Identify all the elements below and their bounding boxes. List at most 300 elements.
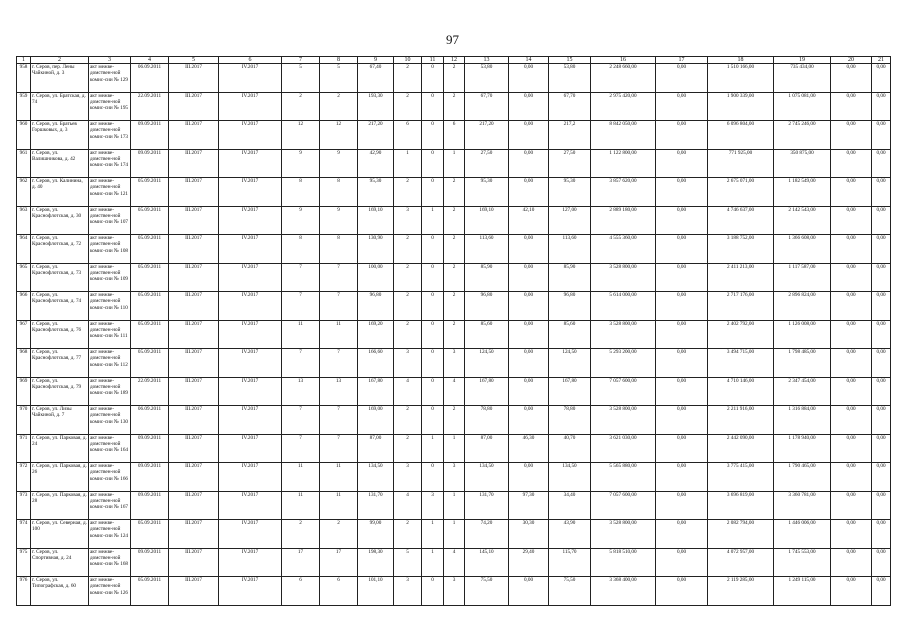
amount-4-cell: 1 366 608,00 xyxy=(774,235,831,264)
amount-3-cell: 3 494 715,00 xyxy=(708,349,774,378)
table-row xyxy=(17,491,891,520)
amount-5-cell: 0,00 xyxy=(831,64,872,93)
count-b-cell: 7 xyxy=(320,349,358,378)
rooms-total-cell: 2 xyxy=(394,235,422,264)
table-row xyxy=(17,263,891,292)
amount-5-cell: 0,00 xyxy=(831,263,872,292)
amount-5-cell: 0,00 xyxy=(831,434,872,463)
amount-3-cell: 2 411 213,00 xyxy=(708,263,774,292)
end-quarter-cell: IV.2017 xyxy=(219,92,282,121)
rooms-b-cell: 4 xyxy=(444,548,465,577)
table-row xyxy=(17,92,891,121)
amount-total-cell: 3 621 030,00 xyxy=(591,434,656,463)
amount-4-cell: 1 075 081,00 xyxy=(774,92,831,121)
amount-6-cell: 0,00 xyxy=(872,548,891,577)
column-number: 14 xyxy=(509,57,549,64)
column-number: 13 xyxy=(465,57,509,64)
amount-2-cell: 0,00 xyxy=(656,406,708,435)
start-quarter-cell: III.2017 xyxy=(169,206,219,235)
area-2-cell: 134,50 xyxy=(465,463,509,492)
amount-6-cell: 0,00 xyxy=(872,263,891,292)
column-number: 11 xyxy=(422,57,444,64)
amount-4-cell: 2 142 543,00 xyxy=(774,206,831,235)
amount-6-cell: 0,00 xyxy=(872,491,891,520)
column-number: 4 xyxy=(131,57,169,64)
rooms-a-cell: 0 xyxy=(422,64,444,93)
rooms-b-cell: 3 xyxy=(444,349,465,378)
end-quarter-cell: IV.2017 xyxy=(219,491,282,520)
amount-4-cell: 735 434,00 xyxy=(774,64,831,93)
amount-5-cell: 0,00 xyxy=(831,406,872,435)
amount-total-cell: 1 122 800,00 xyxy=(591,149,656,178)
amount-4-cell: 1 117 587,00 xyxy=(774,263,831,292)
start-quarter-cell: III.2017 xyxy=(169,263,219,292)
table-row xyxy=(17,320,891,349)
area-total-cell: 166,60 xyxy=(358,349,394,378)
count-a-cell: 12 xyxy=(282,121,320,150)
amount-6-cell: 0,00 xyxy=(872,377,891,406)
amount-2-cell: 0,00 xyxy=(656,434,708,463)
amount-6-cell: 0,00 xyxy=(872,235,891,264)
area-4-cell: 96,80 xyxy=(549,292,591,321)
start-quarter-cell: III.2017 xyxy=(169,292,219,321)
count-a-cell: 11 xyxy=(282,320,320,349)
area-3-cell: 0,00 xyxy=(509,263,549,292)
amount-4-cell: 2 896 824,00 xyxy=(774,292,831,321)
count-b-cell: 17 xyxy=(320,548,358,577)
area-4-cell: 78,80 xyxy=(549,406,591,435)
rooms-total-cell: 3 xyxy=(394,349,422,378)
area-total-cell: 198,30 xyxy=(358,548,394,577)
row-number-cell: 966 xyxy=(17,292,31,321)
rooms-a-cell: 0 xyxy=(422,178,444,207)
amount-4-cell: 1 745 553,00 xyxy=(774,548,831,577)
rooms-a-cell: 0 xyxy=(422,92,444,121)
column-number: 2 xyxy=(31,57,89,64)
area-2-cell: 131,70 xyxy=(465,491,509,520)
area-3-cell: 42,10 xyxy=(509,206,549,235)
table-row xyxy=(17,149,891,178)
rooms-a-cell: 0 xyxy=(422,406,444,435)
area-total-cell: 169,10 xyxy=(358,206,394,235)
address-cell: г. Серов, ул. Лизы Чайкиной, д. 7 xyxy=(31,406,89,435)
document-cell: акт межве-домствен-ной комис-сии № 129 xyxy=(89,64,131,93)
rooms-b-cell: 4 xyxy=(444,377,465,406)
rooms-a-cell: 0 xyxy=(422,320,444,349)
rooms-total-cell: 2 xyxy=(394,292,422,321)
amount-3-cell: 4 072 957,00 xyxy=(708,548,774,577)
address-cell: г. Серов, ул. Братьев Горшковых, д. 3 xyxy=(31,121,89,150)
amount-4-cell: 1 178 940,00 xyxy=(774,434,831,463)
address-cell: г. Серов, ул. Спортивная, д. 24 xyxy=(31,548,89,577)
count-a-cell: 2 xyxy=(282,520,320,549)
end-quarter-cell: IV.2017 xyxy=(219,121,282,150)
area-4-cell: 124,50 xyxy=(549,349,591,378)
amount-6-cell: 0,00 xyxy=(872,206,891,235)
rooms-total-cell: 5 xyxy=(394,548,422,577)
rooms-total-cell: 4 xyxy=(394,491,422,520)
rooms-a-cell: 1 xyxy=(422,206,444,235)
rooms-a-cell: 0 xyxy=(422,377,444,406)
start-quarter-cell: III.2017 xyxy=(169,377,219,406)
amount-total-cell: 5 818 510,00 xyxy=(591,548,656,577)
rooms-a-cell: 3 xyxy=(422,491,444,520)
amount-6-cell: 0,00 xyxy=(872,292,891,321)
area-4-cell: 85,90 xyxy=(549,263,591,292)
amount-2-cell: 0,00 xyxy=(656,64,708,93)
row-number-cell: 958 xyxy=(17,64,31,93)
count-a-cell: 7 xyxy=(282,292,320,321)
area-total-cell: 87,00 xyxy=(358,434,394,463)
count-a-cell: 7 xyxy=(282,406,320,435)
amount-2-cell: 0,00 xyxy=(656,349,708,378)
start-quarter-cell: III.2017 xyxy=(169,178,219,207)
amount-total-cell: 5 614 000,00 xyxy=(591,292,656,321)
area-total-cell: 130,90 xyxy=(358,235,394,264)
area-2-cell: 27,50 xyxy=(465,149,509,178)
amount-5-cell: 0,00 xyxy=(831,92,872,121)
rooms-a-cell: 0 xyxy=(422,577,444,606)
start-quarter-cell: III.2017 xyxy=(169,406,219,435)
column-number: 20 xyxy=(831,57,872,64)
date-cell: 06.09.2011 xyxy=(131,406,169,435)
area-total-cell: 169,00 xyxy=(358,406,394,435)
date-cell: 05.09.2011 xyxy=(131,206,169,235)
area-3-cell: 0,00 xyxy=(509,349,549,378)
count-b-cell: 8 xyxy=(320,235,358,264)
date-cell: 09.09.2011 xyxy=(131,463,169,492)
amount-6-cell: 0,00 xyxy=(872,349,891,378)
amount-2-cell: 0,00 xyxy=(656,320,708,349)
document-cell: акт межве-домствен-ной комис-сии № 121 xyxy=(89,178,131,207)
document-cell: акт межве-домствен-ной комис-сии № 124 xyxy=(89,520,131,549)
rooms-total-cell: 4 xyxy=(394,377,422,406)
amount-5-cell: 0,00 xyxy=(831,548,872,577)
area-3-cell: 0,00 xyxy=(509,292,549,321)
area-4-cell: 115,70 xyxy=(549,548,591,577)
date-cell: 09.09.2011 xyxy=(131,434,169,463)
area-3-cell: 97,30 xyxy=(509,491,549,520)
document-cell: акт межве-домствен-ной комис-сии № 168 xyxy=(89,548,131,577)
count-b-cell: 7 xyxy=(320,434,358,463)
area-4-cell: 217,2 xyxy=(549,121,591,150)
amount-3-cell: 2 211 916,00 xyxy=(708,406,774,435)
rooms-b-cell: 2 xyxy=(444,406,465,435)
area-2-cell: 124,50 xyxy=(465,349,509,378)
amount-total-cell: 3 528 800,00 xyxy=(591,406,656,435)
rooms-total-cell: 2 xyxy=(394,92,422,121)
end-quarter-cell: IV.2017 xyxy=(219,577,282,606)
amount-4-cell: 3 360 781,00 xyxy=(774,491,831,520)
count-b-cell: 7 xyxy=(320,292,358,321)
area-total-cell: 131,70 xyxy=(358,491,394,520)
table-row xyxy=(17,178,891,207)
area-4-cell: 85,60 xyxy=(549,320,591,349)
area-2-cell: 167,80 xyxy=(465,377,509,406)
table-row xyxy=(17,463,891,492)
address-cell: г. Серов, ул. Калинина, д. 40 xyxy=(31,178,89,207)
count-b-cell: 9 xyxy=(320,149,358,178)
count-a-cell: 11 xyxy=(282,491,320,520)
row-number-cell: 963 xyxy=(17,206,31,235)
date-cell: 05.09.2011 xyxy=(131,263,169,292)
amount-5-cell: 0,00 xyxy=(831,292,872,321)
area-4-cell: 167,80 xyxy=(549,377,591,406)
rooms-total-cell: 2 xyxy=(394,178,422,207)
amount-2-cell: 0,00 xyxy=(656,263,708,292)
amount-5-cell: 0,00 xyxy=(831,235,872,264)
column-number: 17 xyxy=(656,57,708,64)
table-row xyxy=(17,206,891,235)
column-number-header xyxy=(17,57,891,64)
amount-5-cell: 0,00 xyxy=(831,349,872,378)
rooms-a-cell: 0 xyxy=(422,149,444,178)
area-4-cell: 43,90 xyxy=(549,520,591,549)
amount-total-cell: 5 293 200,00 xyxy=(591,349,656,378)
rooms-b-cell: 2 xyxy=(444,92,465,121)
rooms-total-cell: 3 xyxy=(394,206,422,235)
amount-total-cell: 3 857 620,00 xyxy=(591,178,656,207)
amount-4-cell: 1 249 115,00 xyxy=(774,577,831,606)
row-number-cell: 976 xyxy=(17,577,31,606)
area-4-cell: 95,30 xyxy=(549,178,591,207)
area-2-cell: 74,20 xyxy=(465,520,509,549)
area-3-cell: 30,30 xyxy=(509,520,549,549)
rooms-total-cell: 6 xyxy=(394,121,422,150)
area-4-cell: 34,40 xyxy=(549,491,591,520)
amount-3-cell: 3 696 819,00 xyxy=(708,491,774,520)
amount-6-cell: 0,00 xyxy=(872,406,891,435)
area-total-cell: 100,00 xyxy=(358,263,394,292)
count-a-cell: 7 xyxy=(282,349,320,378)
column-number: 15 xyxy=(549,57,591,64)
start-quarter-cell: III.2017 xyxy=(169,64,219,93)
document-cell: акт межве-домствен-ной комис-сии № 126 xyxy=(89,577,131,606)
amount-2-cell: 0,00 xyxy=(656,491,708,520)
table-row xyxy=(17,577,891,606)
area-2-cell: 87,00 xyxy=(465,434,509,463)
area-4-cell: 127,00 xyxy=(549,206,591,235)
area-3-cell: 0,00 xyxy=(509,149,549,178)
amount-5-cell: 0,00 xyxy=(831,149,872,178)
housing-table xyxy=(16,56,891,606)
amount-2-cell: 0,00 xyxy=(656,178,708,207)
column-number: 10 xyxy=(394,57,422,64)
start-quarter-cell: III.2017 xyxy=(169,434,219,463)
end-quarter-cell: IV.2017 xyxy=(219,64,282,93)
rooms-total-cell: 2 xyxy=(394,406,422,435)
table-row xyxy=(17,121,891,150)
rooms-a-cell: 0 xyxy=(422,463,444,492)
amount-3-cell: 2 082 794,00 xyxy=(708,520,774,549)
document-cell: акт межве-домствен-ной комис-сии № 164 xyxy=(89,434,131,463)
area-total-cell: 169,20 xyxy=(358,320,394,349)
amount-2-cell: 0,00 xyxy=(656,235,708,264)
count-a-cell: 2 xyxy=(282,92,320,121)
column-number: 1 xyxy=(17,57,31,64)
address-cell: г. Серов, ул. Краснофлотская, д. 74 xyxy=(31,292,89,321)
count-a-cell: 5 xyxy=(282,64,320,93)
rooms-b-cell: 3 xyxy=(444,463,465,492)
amount-3-cell: 2 675 071,00 xyxy=(708,178,774,207)
amount-3-cell: 2 442 090,00 xyxy=(708,434,774,463)
amount-2-cell: 0,00 xyxy=(656,377,708,406)
rooms-a-cell: 0 xyxy=(422,292,444,321)
count-b-cell: 6 xyxy=(320,577,358,606)
area-2-cell: 169,10 xyxy=(465,206,509,235)
start-quarter-cell: III.2017 xyxy=(169,349,219,378)
date-cell: 05.09.2011 xyxy=(131,520,169,549)
address-cell: г. Серов, ул. Краснофлотская, д. 77 xyxy=(31,349,89,378)
document-cell: акт межве-домствен-ной комис-сии № 189 xyxy=(89,377,131,406)
rooms-total-cell: 1 xyxy=(394,149,422,178)
amount-4-cell: 1 446 006,00 xyxy=(774,520,831,549)
area-2-cell: 67,70 xyxy=(465,92,509,121)
amount-5-cell: 0,00 xyxy=(831,463,872,492)
rooms-b-cell: 6 xyxy=(444,121,465,150)
amount-total-cell: 2 248 660,00 xyxy=(591,64,656,93)
area-3-cell: 0,00 xyxy=(509,406,549,435)
start-quarter-cell: III.2017 xyxy=(169,121,219,150)
area-3-cell: 0,00 xyxy=(509,121,549,150)
area-3-cell: 29,40 xyxy=(509,548,549,577)
area-3-cell: 0,00 xyxy=(509,92,549,121)
address-cell: г. Серов, ул. Парковая, д. 28 xyxy=(31,491,89,520)
column-number: 3 xyxy=(89,57,131,64)
table-row xyxy=(17,434,891,463)
rooms-b-cell: 2 xyxy=(444,320,465,349)
area-total-cell: 96,80 xyxy=(358,292,394,321)
address-cell: г. Серов, ул. Типографская, д. 60 xyxy=(31,577,89,606)
address-cell: г. Серов, ул. Северная, д. 100 xyxy=(31,520,89,549)
address-cell: г. Серов, ул. Краснофлотская, д. 76 xyxy=(31,320,89,349)
end-quarter-cell: IV.2017 xyxy=(219,263,282,292)
amount-2-cell: 0,00 xyxy=(656,577,708,606)
end-quarter-cell: IV.2017 xyxy=(219,520,282,549)
rooms-b-cell: 1 xyxy=(444,149,465,178)
date-cell: 22.09.2011 xyxy=(131,92,169,121)
document-cell: акт межве-домствен-ной комис-сии № 111 xyxy=(89,320,131,349)
amount-2-cell: 0,00 xyxy=(656,149,708,178)
amount-3-cell: 2 119 285,00 xyxy=(708,577,774,606)
document-cell: акт межве-домствен-ной комис-сии № 173 xyxy=(89,121,131,150)
amount-2-cell: 0,00 xyxy=(656,92,708,121)
amount-2-cell: 0,00 xyxy=(656,520,708,549)
amount-5-cell: 0,00 xyxy=(831,520,872,549)
rooms-b-cell: 1 xyxy=(444,520,465,549)
amount-total-cell: 3 528 800,00 xyxy=(591,320,656,349)
row-number-cell: 968 xyxy=(17,349,31,378)
rooms-total-cell: 2 xyxy=(394,320,422,349)
date-cell: 05.09.2011 xyxy=(131,349,169,378)
address-cell: г. Серов, ул. Братская, д. 74 xyxy=(31,92,89,121)
area-total-cell: 99,00 xyxy=(358,520,394,549)
area-3-cell: 0,00 xyxy=(509,178,549,207)
amount-total-cell: 4 555 360,00 xyxy=(591,235,656,264)
rooms-total-cell: 2 xyxy=(394,64,422,93)
area-3-cell: 0,00 xyxy=(509,377,549,406)
area-4-cell: 134,50 xyxy=(549,463,591,492)
row-number-cell: 960 xyxy=(17,121,31,150)
amount-6-cell: 0,00 xyxy=(872,178,891,207)
column-number: 16 xyxy=(591,57,656,64)
rooms-a-cell: 0 xyxy=(422,349,444,378)
rooms-b-cell: 2 xyxy=(444,292,465,321)
rooms-total-cell: 2 xyxy=(394,263,422,292)
count-a-cell: 11 xyxy=(282,463,320,492)
amount-3-cell: 771 925,00 xyxy=(708,149,774,178)
amount-3-cell: 2 402 792,00 xyxy=(708,320,774,349)
amount-3-cell: 3 188 752,00 xyxy=(708,235,774,264)
count-a-cell: 13 xyxy=(282,377,320,406)
count-b-cell: 8 xyxy=(320,178,358,207)
amount-5-cell: 0,00 xyxy=(831,491,872,520)
end-quarter-cell: IV.2017 xyxy=(219,178,282,207)
address-cell: г. Серов, ул. Парковая, д. 26 xyxy=(31,463,89,492)
table-row xyxy=(17,349,891,378)
rooms-a-cell: 1 xyxy=(422,548,444,577)
date-cell: 05.09.2011 xyxy=(131,320,169,349)
end-quarter-cell: IV.2017 xyxy=(219,320,282,349)
count-b-cell: 7 xyxy=(320,406,358,435)
count-b-cell: 2 xyxy=(320,520,358,549)
start-quarter-cell: III.2017 xyxy=(169,491,219,520)
area-3-cell: 0,00 xyxy=(509,320,549,349)
amount-2-cell: 0,00 xyxy=(656,548,708,577)
address-cell: г. Серов, пер. Лены Чайкиной, д. 3 xyxy=(31,64,89,93)
area-total-cell: 134,50 xyxy=(358,463,394,492)
row-number-cell: 967 xyxy=(17,320,31,349)
area-total-cell: 217,20 xyxy=(358,121,394,150)
rooms-total-cell: 3 xyxy=(394,577,422,606)
amount-total-cell: 7 057 600,00 xyxy=(591,491,656,520)
amount-6-cell: 0,00 xyxy=(872,320,891,349)
area-2-cell: 113,60 xyxy=(465,235,509,264)
amount-4-cell: 1 790 465,00 xyxy=(774,463,831,492)
count-a-cell: 17 xyxy=(282,548,320,577)
column-number: 5 xyxy=(169,57,219,64)
rooms-a-cell: 0 xyxy=(422,263,444,292)
table-row xyxy=(17,406,891,435)
amount-6-cell: 0,00 xyxy=(872,577,891,606)
row-number-cell: 973 xyxy=(17,491,31,520)
area-total-cell: 167,80 xyxy=(358,377,394,406)
date-cell: 22.09.2011 xyxy=(131,377,169,406)
area-2-cell: 95,30 xyxy=(465,178,509,207)
amount-2-cell: 0,00 xyxy=(656,121,708,150)
date-cell: 05.09.2011 xyxy=(131,577,169,606)
address-cell: г. Серов, ул. Краснофлотская, д. 30 xyxy=(31,206,89,235)
amount-total-cell: 3 528 800,00 xyxy=(591,263,656,292)
count-b-cell: 11 xyxy=(320,320,358,349)
area-3-cell: 0,00 xyxy=(509,235,549,264)
end-quarter-cell: IV.2017 xyxy=(219,548,282,577)
amount-6-cell: 0,00 xyxy=(872,520,891,549)
area-2-cell: 145,10 xyxy=(465,548,509,577)
amount-5-cell: 0,00 xyxy=(831,320,872,349)
amount-6-cell: 0,00 xyxy=(872,64,891,93)
column-number: 9 xyxy=(358,57,394,64)
date-cell: 09.09.2011 xyxy=(131,491,169,520)
end-quarter-cell: IV.2017 xyxy=(219,235,282,264)
date-cell: 06.09.2011 xyxy=(131,64,169,93)
date-cell: 09.09.2011 xyxy=(131,149,169,178)
row-number-cell: 964 xyxy=(17,235,31,264)
rooms-a-cell: 0 xyxy=(422,121,444,150)
amount-3-cell: 4 746 637,00 xyxy=(708,206,774,235)
amount-total-cell: 8 842 050,00 xyxy=(591,121,656,150)
amount-2-cell: 0,00 xyxy=(656,292,708,321)
